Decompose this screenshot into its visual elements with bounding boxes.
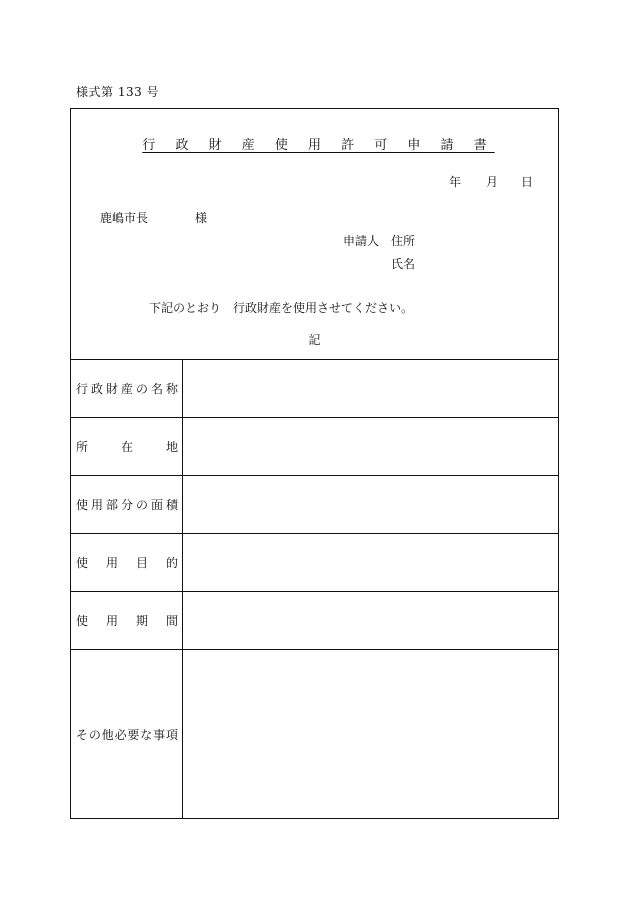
row-label: その他必要な事項 bbox=[71, 650, 183, 818]
other-matters-field[interactable] bbox=[183, 650, 558, 818]
row-location bbox=[71, 417, 558, 475]
date-year-label: 年 bbox=[449, 175, 462, 189]
property-name-field[interactable] bbox=[183, 360, 558, 417]
ki-heading: 記 bbox=[308, 333, 321, 347]
request-statement: 下記のとおり 行政財産を使用させてください。 bbox=[149, 301, 414, 315]
row-period bbox=[71, 591, 558, 649]
date-day-label: 日 bbox=[521, 175, 534, 189]
purpose-field[interactable] bbox=[183, 534, 558, 591]
row-label: 行政財産の名称 bbox=[71, 360, 183, 417]
area-field[interactable] bbox=[183, 476, 558, 533]
row-label: 使用部分の面積 bbox=[71, 476, 183, 533]
form-title: 行 政 財 産 使 用 許 可 申 請 書 bbox=[142, 138, 495, 153]
details-table bbox=[71, 359, 558, 818]
row-label: 使 用 期 間 bbox=[71, 592, 183, 649]
row-purpose bbox=[71, 533, 558, 591]
addressee-honorific: 様 bbox=[195, 211, 208, 225]
row-label: 使 用 目 的 bbox=[71, 534, 183, 591]
date-month-label: 月 bbox=[486, 175, 499, 189]
period-field[interactable] bbox=[183, 592, 558, 649]
row-other-matters bbox=[71, 649, 558, 818]
location-field[interactable] bbox=[183, 418, 558, 475]
row-label: 所 在 地 bbox=[71, 418, 183, 475]
application-form bbox=[70, 108, 559, 819]
applicant-address-label: 住所 bbox=[391, 234, 416, 248]
applicant-label: 申請人 bbox=[343, 234, 380, 248]
row-property-name bbox=[71, 359, 558, 417]
applicant-name-label: 氏名 bbox=[391, 257, 416, 271]
form-number: 様式第 133 号 bbox=[76, 85, 160, 99]
row-area bbox=[71, 475, 558, 533]
addressee-name: 鹿嶋市長 bbox=[100, 211, 149, 225]
